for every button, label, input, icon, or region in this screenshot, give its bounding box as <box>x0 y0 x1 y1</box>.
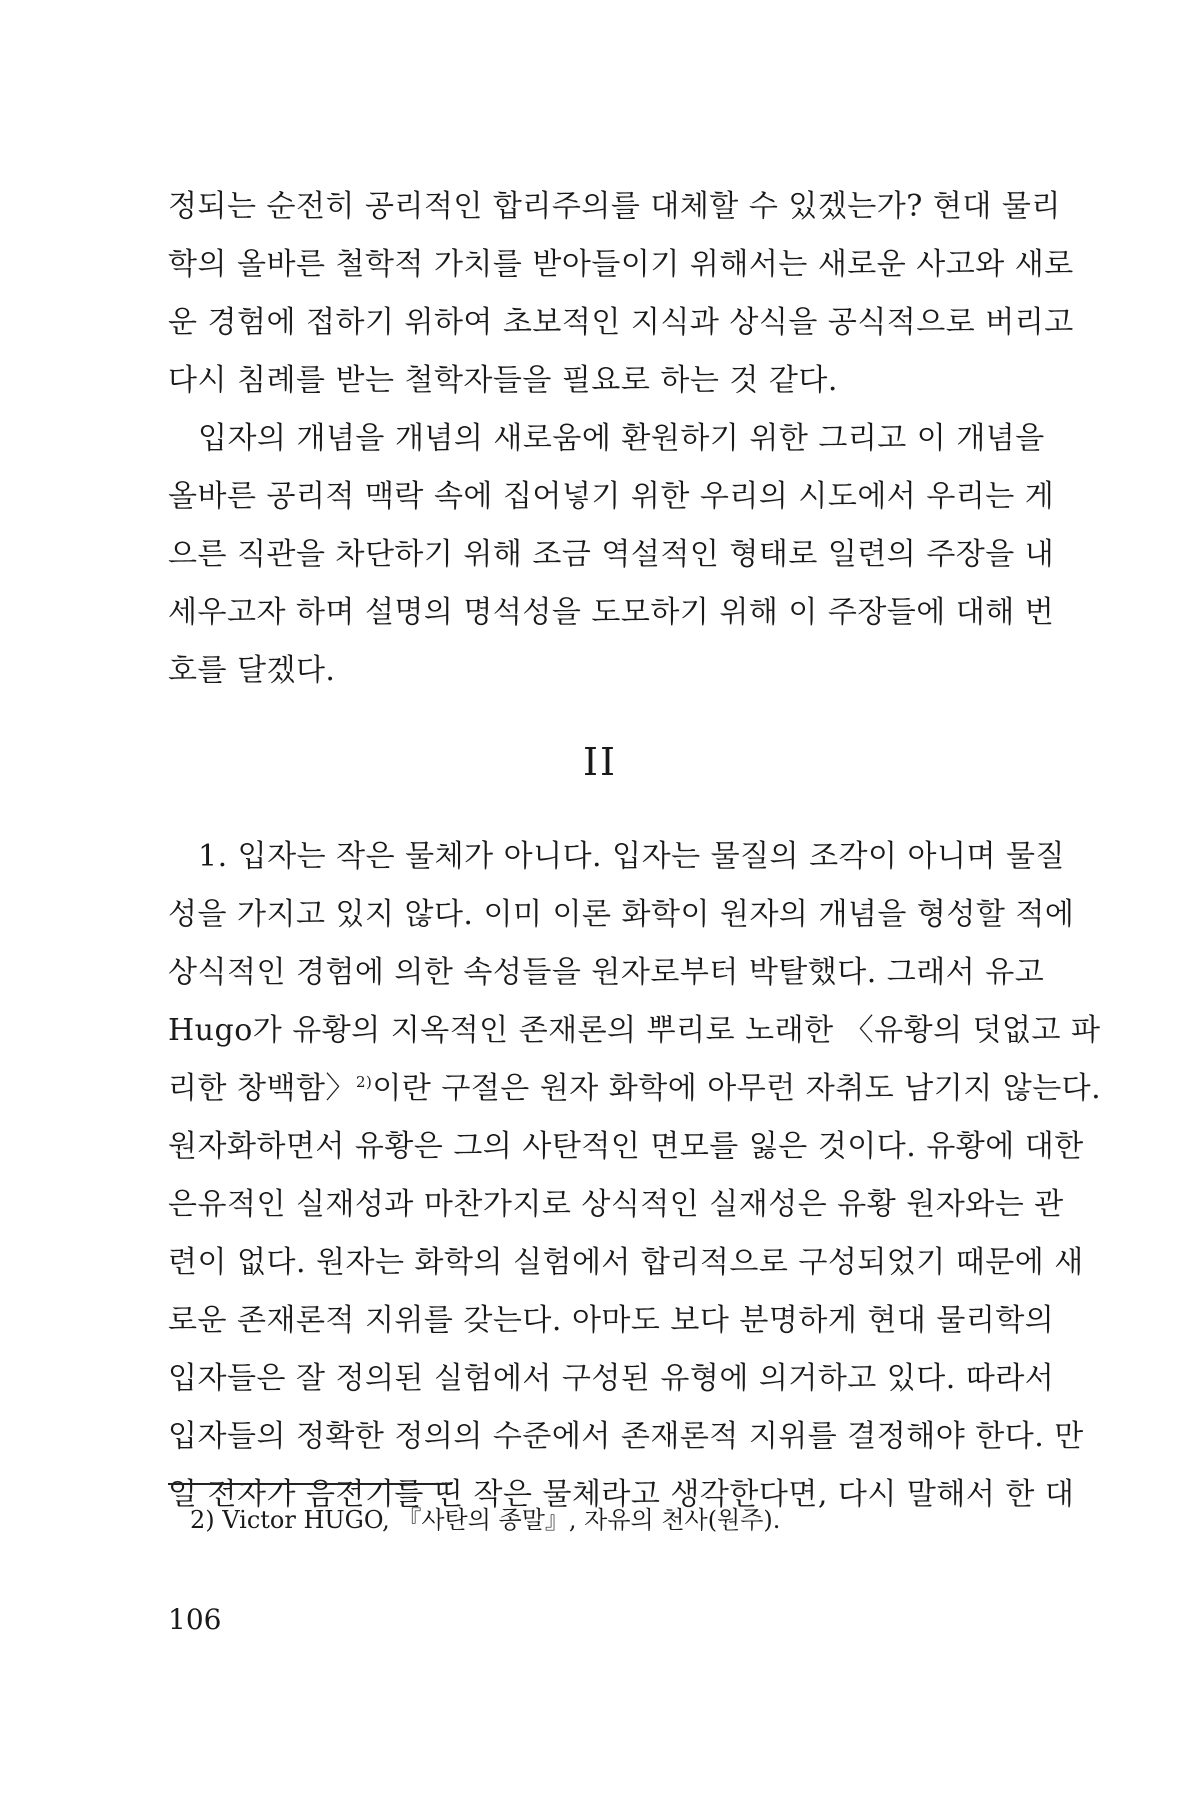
text-line: 로운 존재론적 지위를 갖는다. 아마도 보다 분명하게 현대 물리학의 <box>168 1303 1055 1338</box>
text-line: 입자의 개념을 개념의 새로움에 환원하기 위한 그리고 이 개념을 <box>198 421 1045 456</box>
text-line: 은유적인 실재성과 마찬가지로 상식적인 실재성은 유황 원자와는 관 <box>168 1187 1064 1222</box>
text-line: 정되는 순전히 공리적인 합리주의를 대체할 수 있겠는가? 현대 물리 <box>168 189 1061 224</box>
section-heading: II <box>582 740 618 784</box>
text-line: 1. 입자는 작은 물체가 아니다. 입자는 물질의 조각이 아니며 물질 <box>198 839 1065 874</box>
page-number: 106 <box>168 1603 222 1636</box>
text-line-with-footnote <box>168 1060 1102 1118</box>
text-line: 입자들은 잘 정의된 실험에서 구성된 유형에 의거하고 있다. 따라서 <box>168 1361 1055 1396</box>
text-fragment: 리한 창백함〉 <box>168 1071 356 1106</box>
intro-paragraphs <box>168 178 1074 700</box>
footnote: 2) Victor HUGO, 『사탄의 종말』, 자유의 천사(원주). <box>190 1506 781 1534</box>
text-line: 올바른 공리적 맥락 속에 집어넣기 위한 우리의 시도에서 우리는 게 <box>168 479 1055 514</box>
text-line: 호를 달겠다. <box>168 653 336 688</box>
text-line: Hugo가 유황의 지옥적인 존재론의 뿌리로 노래한 〈유황의 덧없고 파 <box>168 1013 1101 1048</box>
text-fragment: 이란 구절은 원자 화학에 아무런 자취도 남기지 않는다. <box>372 1071 1102 1106</box>
text-line: 운 경험에 접하기 위하여 초보적인 지식과 상식을 공식적으로 버리고 <box>168 305 1074 340</box>
text-line: 성을 가지고 있지 않다. 이미 이론 화학이 원자의 개념을 형성할 적에 <box>168 897 1075 932</box>
text-line: 다시 침례를 받는 철학자들을 필요로 하는 것 같다. <box>168 363 838 398</box>
text-line: 상식적인 경험에 의한 속성들을 원자로부터 박탈했다. 그래서 유고 <box>168 955 1045 990</box>
text-line: 련이 없다. 원자는 화학의 실험에서 합리적으로 구성되었기 때문에 새 <box>168 1245 1084 1280</box>
text-line: 일 전자가 음전기를 띤 작은 물체라고 생각한다면, 다시 말해서 한 대 <box>168 1477 1075 1512</box>
section-paragraph <box>168 828 1102 1524</box>
text-line: 학의 올바른 철학적 가치를 받아들이기 위해서는 새로운 사고와 새로 <box>168 247 1074 282</box>
footnote-divider <box>168 1483 452 1485</box>
text-line: 세우고자 하며 설명의 명석성을 도모하기 위해 이 주장들에 대해 번 <box>168 595 1055 630</box>
text-line: 입자들의 정확한 정의의 수준에서 존재론적 지위를 결정해야 한다. 만 <box>168 1419 1084 1454</box>
text-line: 원자화하면서 유황은 그의 사탄적인 면모를 잃은 것이다. 유황에 대한 <box>168 1129 1084 1164</box>
text-line: 으른 직관을 차단하기 위해 조금 역설적인 형태로 일련의 주장을 내 <box>168 537 1055 572</box>
footnote-reference: 2) <box>355 1073 373 1091</box>
